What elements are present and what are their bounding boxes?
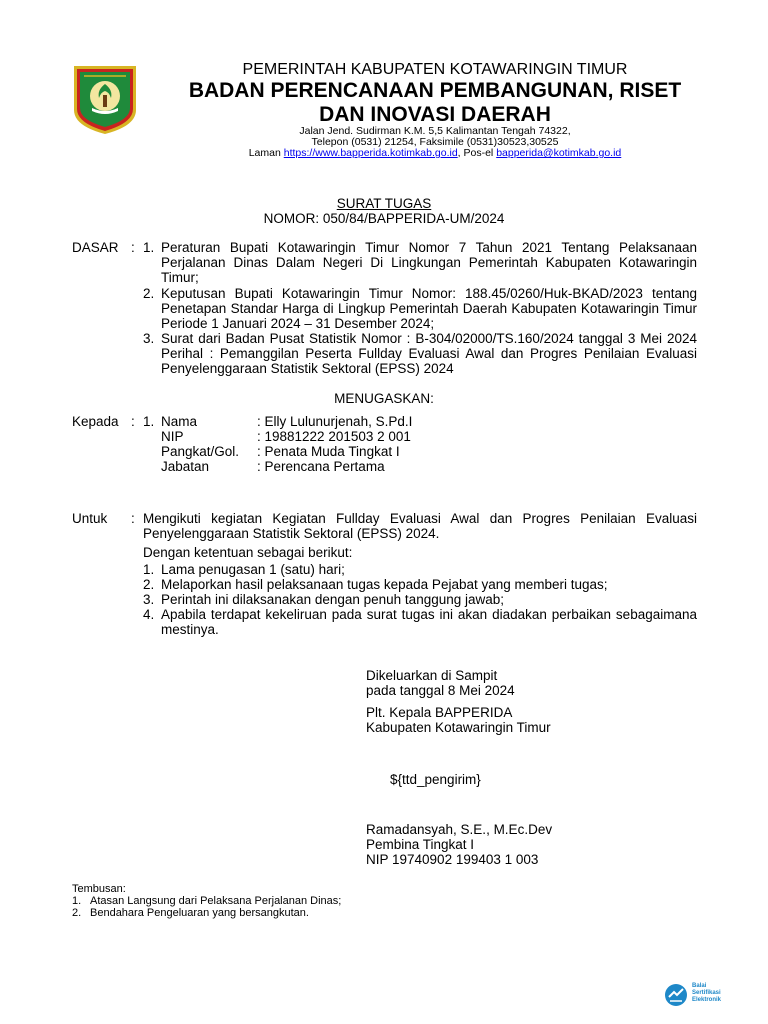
ketentuan-item-1: Lama penugasan 1 (satu) hari; bbox=[161, 562, 345, 577]
field-label-jabatan: Jabatan bbox=[161, 459, 210, 474]
field-label-nama: Nama bbox=[161, 414, 198, 429]
field-value-nip: : 19881222 201503 2 001 bbox=[257, 429, 411, 444]
field-label-nip: NIP bbox=[161, 429, 184, 444]
kepada-colon: : bbox=[131, 414, 135, 429]
dasar-item-1: Peraturan Bupati Kotawaringin Timur Nomor 7 Tahun 2021 Tentang Pelaksanaan Perjalanan Dinas Dalam Negeri Di Lingkungan Pemerintah Kabupaten Kotawaringin Timur; bbox=[161, 240, 697, 285]
signer-region: Kabupaten Kotawaringin Timur bbox=[366, 720, 551, 735]
ketentuan-item-4: Apabila terdapat kekeliruan pada surat tugas ini akan diadakan perbaikan sebagaimana mestinya. bbox=[161, 607, 697, 637]
kepada-label: Kepada bbox=[72, 414, 119, 429]
bsre-line1: Balai bbox=[692, 983, 707, 989]
ketentuan-num-1: 1. bbox=[143, 562, 155, 577]
tembusan-item-1: Atasan Langsung dari Pelaksana Perjalanan Dinas; bbox=[90, 895, 342, 907]
header-contact bbox=[150, 148, 720, 159]
tembusan-num-2: 2. bbox=[72, 907, 82, 919]
website-link[interactable]: https://www.bapperida.kotimkab.go.id bbox=[283, 147, 458, 159]
dasar-num-2: 2. bbox=[143, 286, 155, 301]
menugaskan-heading: MENUGASKAN: bbox=[334, 391, 434, 406]
ketentuan-num-3: 3. bbox=[143, 592, 155, 607]
signer-name: Ramadansyah, S.E., M.Ec.Dev bbox=[366, 822, 553, 837]
ketentuan-num-4: 4. bbox=[143, 607, 155, 622]
tembusan-num-1: 1. bbox=[72, 895, 82, 907]
untuk-label: Untuk bbox=[72, 511, 108, 526]
email-prefix: , Pos-el bbox=[457, 147, 494, 159]
tembusan-label: Tembusan: bbox=[72, 883, 126, 895]
field-value-jabatan: : Perencana Pertama bbox=[257, 459, 385, 474]
signer-rank: Pembina Tingkat I bbox=[366, 837, 475, 852]
kepada-num: 1. bbox=[143, 414, 155, 429]
dasar-label: DASAR bbox=[72, 240, 119, 255]
issued-at: Dikeluarkan di Sampit bbox=[366, 668, 498, 683]
email-link[interactable]: bapperida@kotimkab.go.id bbox=[496, 147, 622, 159]
dasar-colon: : bbox=[131, 240, 135, 255]
header-agency-line1: BADAN PERENCANAAN PEMBANGUNAN, RISET bbox=[188, 79, 682, 102]
ketentuan-item-2: Melaporkan hasil pelaksanaan tugas kepada Pejabat yang memberi tugas; bbox=[161, 577, 608, 592]
dasar-num-1: 1. bbox=[143, 240, 155, 255]
field-value-pangkat: : Penata Muda Tingkat I bbox=[257, 444, 400, 459]
header-agency-line2: DAN INOVASI DAERAH bbox=[319, 103, 551, 126]
field-label-pangkat: Pangkat/Gol. bbox=[161, 444, 240, 459]
header-address: Jalan Jend. Sudirman K.M. 5,5 Kalimantan Tengah 74322, bbox=[299, 125, 571, 137]
ketentuan-item-3: Perintah ini dilaksanakan dengan penuh tanggung jawab; bbox=[161, 592, 505, 607]
bsre-icon bbox=[664, 983, 688, 1007]
ketentuan-text: Dengan ketentuan sebagai berikut: bbox=[143, 545, 353, 560]
signature-placeholder: ${ttd_pengirim} bbox=[390, 772, 481, 787]
untuk-text: Mengikuti kegiatan Kegiatan Fullday Evaluasi Awal dan Progres Penilaian Evaluasi Penyelenggaraan Statistik Sektoral (EPSS) 2024. bbox=[143, 511, 697, 541]
bsre-line2: Sertifikasi bbox=[692, 990, 721, 996]
letter-title: SURAT TUGAS bbox=[336, 196, 432, 211]
dasar-item-3: Surat dari Badan Pusat Statistik Nomor : B-304/02000/TS.160/2024 tanggal 3 Mei 2024 Perihal : Pemanggilan Peserta Fullday Evaluasi Awal dan Progres Penilaian Evaluasi Penyelenggaraan Statistik Sektoral (EPSS) 2024 bbox=[161, 331, 697, 376]
tembusan-item-2: Bendahara Pengeluaran yang bersangkutan. bbox=[90, 907, 309, 919]
letter-number: NOMOR: 050/84/BAPPERIDA-UM/2024 bbox=[263, 211, 505, 226]
ketentuan-num-2: 2. bbox=[143, 577, 155, 592]
signer-nip: NIP 19740902 199403 1 003 bbox=[366, 852, 539, 867]
field-value-nama: : Elly Lulunurjenah, S.Pd.I bbox=[257, 414, 413, 429]
issued-date: pada tanggal 8 Mei 2024 bbox=[366, 683, 515, 698]
dasar-num-3: 3. bbox=[143, 331, 155, 346]
header-phone: Telepon (0531) 21254, Faksimile (0531)30523,30525 bbox=[311, 136, 559, 148]
bsre-logo bbox=[664, 983, 744, 1007]
dasar-item-2: Keputusan Bupati Kotawaringin Timur Nomor: 188.45/0260/Huk-BKAD/2023 tentang Penetapan Standar Harga di Lingkup Pemerintah Daerah Kabupaten Kotawaringin Timur Periode 1 Januari 2024 – 31 Desember 2024; bbox=[161, 286, 697, 331]
web-prefix: Laman bbox=[248, 147, 281, 159]
regency-emblem bbox=[70, 62, 140, 136]
signer-position: Plt. Kepala BAPPERIDA bbox=[366, 705, 513, 720]
header-government: PEMERINTAH KABUPATEN KOTAWARINGIN TIMUR bbox=[242, 61, 628, 78]
bsre-line3: Elektronik bbox=[692, 997, 722, 1003]
untuk-colon: : bbox=[131, 511, 135, 526]
